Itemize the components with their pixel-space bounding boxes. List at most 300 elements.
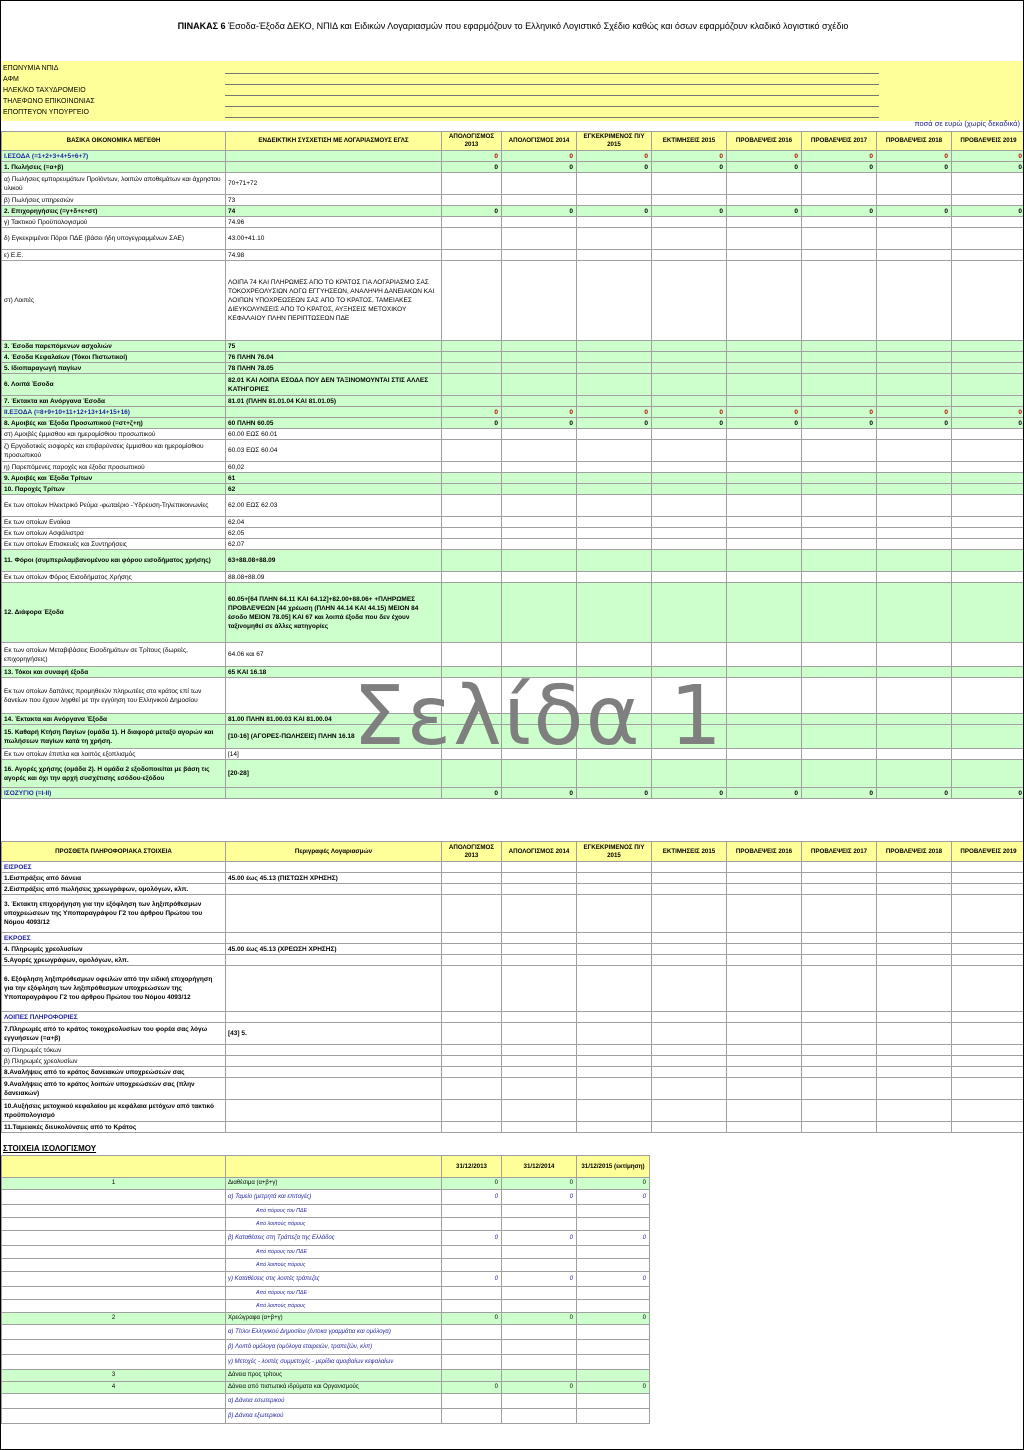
value-cell[interactable]: [502, 484, 577, 495]
value-cell[interactable]: [802, 495, 877, 517]
value-cell[interactable]: [952, 714, 1024, 725]
value-cell[interactable]: [577, 228, 652, 250]
value-cell[interactable]: [502, 1340, 577, 1355]
value-cell[interactable]: [577, 862, 652, 873]
value-cell[interactable]: [577, 462, 652, 473]
value-cell[interactable]: [577, 261, 652, 341]
value-cell[interactable]: [802, 539, 877, 550]
value-cell[interactable]: [727, 955, 802, 966]
value-cell[interactable]: [877, 895, 952, 933]
value-cell[interactable]: [802, 374, 877, 396]
value-cell[interactable]: [442, 1259, 502, 1272]
value-cell[interactable]: [652, 363, 727, 374]
value-cell[interactable]: 0: [652, 418, 727, 429]
value-cell[interactable]: [442, 1218, 502, 1231]
value-cell[interactable]: [952, 725, 1024, 749]
value-cell[interactable]: [802, 583, 877, 643]
value-cell[interactable]: 0: [652, 407, 727, 418]
value-cell[interactable]: [727, 462, 802, 473]
value-cell[interactable]: [952, 374, 1024, 396]
value-cell[interactable]: [877, 217, 952, 228]
value-cell[interactable]: [802, 1122, 877, 1133]
value-cell[interactable]: [652, 517, 727, 528]
value-cell[interactable]: [442, 1370, 502, 1382]
value-cell[interactable]: [502, 895, 577, 933]
value-cell[interactable]: [877, 261, 952, 341]
value-cell[interactable]: [577, 1370, 650, 1382]
value-cell[interactable]: [652, 1023, 727, 1045]
value-cell[interactable]: [952, 760, 1024, 788]
value-cell[interactable]: [727, 1056, 802, 1067]
value-cell[interactable]: [877, 1045, 952, 1056]
value-cell[interactable]: [652, 495, 727, 517]
value-cell[interactable]: [952, 1067, 1024, 1078]
value-cell[interactable]: 0: [952, 206, 1024, 217]
value-cell[interactable]: [577, 1045, 652, 1056]
value-cell[interactable]: [502, 1078, 577, 1100]
value-cell[interactable]: [952, 539, 1024, 550]
value-cell[interactable]: [877, 862, 952, 873]
value-cell[interactable]: [802, 528, 877, 539]
value-cell[interactable]: [727, 643, 802, 667]
value-cell[interactable]: [877, 374, 952, 396]
value-cell[interactable]: [502, 1056, 577, 1067]
value-cell[interactable]: [577, 363, 652, 374]
value-cell[interactable]: [877, 760, 952, 788]
value-cell[interactable]: [952, 429, 1024, 440]
value-cell[interactable]: [502, 884, 577, 895]
value-cell[interactable]: [502, 966, 577, 1012]
value-cell[interactable]: 0: [877, 151, 952, 162]
value-cell[interactable]: 0: [577, 1231, 650, 1246]
value-cell[interactable]: [727, 352, 802, 363]
value-cell[interactable]: [577, 714, 652, 725]
value-cell[interactable]: [577, 1078, 652, 1100]
value-cell[interactable]: [652, 1067, 727, 1078]
value-cell[interactable]: [502, 1409, 577, 1424]
value-cell[interactable]: [952, 667, 1024, 678]
value-cell[interactable]: [502, 955, 577, 966]
value-cell[interactable]: [727, 667, 802, 678]
value-cell[interactable]: [727, 440, 802, 462]
value-cell[interactable]: [442, 352, 502, 363]
value-cell[interactable]: 0: [442, 1231, 502, 1246]
value-cell[interactable]: [652, 862, 727, 873]
value-cell[interactable]: [952, 352, 1024, 363]
value-cell[interactable]: 0: [652, 151, 727, 162]
value-cell[interactable]: [727, 396, 802, 407]
value-cell[interactable]: [502, 678, 577, 714]
value-cell[interactable]: [727, 173, 802, 195]
value-cell[interactable]: [442, 862, 502, 873]
value-cell[interactable]: 0: [952, 788, 1024, 799]
value-cell[interactable]: [442, 484, 502, 495]
value-cell[interactable]: [577, 396, 652, 407]
value-cell[interactable]: [877, 195, 952, 206]
value-cell[interactable]: [652, 714, 727, 725]
value-cell[interactable]: [952, 966, 1024, 1012]
value-cell[interactable]: [442, 462, 502, 473]
value-cell[interactable]: 0: [877, 206, 952, 217]
value-cell[interactable]: [502, 341, 577, 352]
value-cell[interactable]: [442, 1300, 502, 1313]
value-cell[interactable]: 0: [502, 1382, 577, 1394]
value-cell[interactable]: [442, 884, 502, 895]
value-cell[interactable]: [802, 760, 877, 788]
value-cell[interactable]: [442, 1246, 502, 1259]
value-cell[interactable]: [877, 667, 952, 678]
value-cell[interactable]: [652, 895, 727, 933]
value-cell[interactable]: [877, 228, 952, 250]
value-cell[interactable]: [502, 873, 577, 884]
value-cell[interactable]: [442, 195, 502, 206]
value-cell[interactable]: [952, 173, 1024, 195]
value-cell[interactable]: [727, 1023, 802, 1045]
value-cell[interactable]: [802, 228, 877, 250]
value-cell[interactable]: [577, 429, 652, 440]
value-cell[interactable]: [502, 714, 577, 725]
value-cell[interactable]: 0: [577, 162, 652, 173]
value-cell[interactable]: [442, 341, 502, 352]
value-cell[interactable]: [802, 667, 877, 678]
value-cell[interactable]: [727, 250, 802, 261]
value-cell[interactable]: [502, 528, 577, 539]
value-cell[interactable]: 0: [502, 1272, 577, 1287]
value-cell[interactable]: [442, 955, 502, 966]
value-cell[interactable]: [502, 1394, 577, 1409]
value-cell[interactable]: [652, 429, 727, 440]
value-cell[interactable]: [442, 217, 502, 228]
value-cell[interactable]: 0: [577, 151, 652, 162]
value-cell[interactable]: [502, 725, 577, 749]
value-cell[interactable]: [442, 966, 502, 1012]
value-cell[interactable]: [442, 933, 502, 944]
value-cell[interactable]: [442, 495, 502, 517]
value-cell[interactable]: [502, 396, 577, 407]
value-cell[interactable]: 0: [727, 151, 802, 162]
value-cell[interactable]: [502, 1218, 577, 1231]
value-cell[interactable]: [577, 484, 652, 495]
value-cell[interactable]: 0: [577, 788, 652, 799]
value-cell[interactable]: [952, 261, 1024, 341]
value-cell[interactable]: [442, 749, 502, 760]
value-cell[interactable]: 0: [442, 407, 502, 418]
value-cell[interactable]: [802, 725, 877, 749]
value-cell[interactable]: [877, 1067, 952, 1078]
value-cell[interactable]: [727, 895, 802, 933]
value-cell[interactable]: [652, 250, 727, 261]
value-cell[interactable]: [577, 517, 652, 528]
value-cell[interactable]: 0: [502, 1178, 577, 1190]
value-cell[interactable]: 0: [652, 788, 727, 799]
value-cell[interactable]: 0: [442, 162, 502, 173]
value-cell[interactable]: [952, 1100, 1024, 1122]
value-cell[interactable]: [952, 572, 1024, 583]
value-cell[interactable]: [652, 1045, 727, 1056]
value-cell[interactable]: [652, 583, 727, 643]
value-cell[interactable]: 0: [577, 1313, 650, 1325]
value-cell[interactable]: 0: [727, 418, 802, 429]
value-cell[interactable]: [727, 725, 802, 749]
value-cell[interactable]: [952, 363, 1024, 374]
value-cell[interactable]: [727, 1100, 802, 1122]
value-cell[interactable]: [652, 352, 727, 363]
value-cell[interactable]: 0: [727, 162, 802, 173]
value-cell[interactable]: [577, 528, 652, 539]
value-cell[interactable]: 0: [652, 162, 727, 173]
value-cell[interactable]: [727, 1045, 802, 1056]
value-cell[interactable]: [652, 217, 727, 228]
value-cell[interactable]: 0: [802, 418, 877, 429]
value-cell[interactable]: [727, 933, 802, 944]
value-cell[interactable]: [652, 1100, 727, 1122]
value-cell[interactable]: [877, 484, 952, 495]
value-cell[interactable]: 0: [502, 162, 577, 173]
value-cell[interactable]: [652, 1012, 727, 1023]
value-cell[interactable]: [502, 550, 577, 572]
value-cell[interactable]: 0: [502, 1190, 577, 1205]
value-cell[interactable]: [442, 1409, 502, 1424]
value-cell[interactable]: [877, 955, 952, 966]
value-cell[interactable]: [952, 749, 1024, 760]
value-cell[interactable]: [442, 1100, 502, 1122]
value-cell[interactable]: [652, 873, 727, 884]
value-cell[interactable]: [442, 1394, 502, 1409]
value-cell[interactable]: [442, 228, 502, 250]
value-cell[interactable]: [877, 1122, 952, 1133]
value-cell[interactable]: [727, 228, 802, 250]
value-cell[interactable]: 0: [442, 788, 502, 799]
value-cell[interactable]: [952, 895, 1024, 933]
value-cell[interactable]: [802, 862, 877, 873]
value-cell[interactable]: [502, 1246, 577, 1259]
value-cell[interactable]: [652, 440, 727, 462]
value-cell[interactable]: [502, 572, 577, 583]
value-cell[interactable]: [442, 1023, 502, 1045]
value-cell[interactable]: [502, 1067, 577, 1078]
value-cell[interactable]: [802, 217, 877, 228]
value-cell[interactable]: [652, 228, 727, 250]
value-cell[interactable]: [952, 1056, 1024, 1067]
value-cell[interactable]: [877, 1023, 952, 1045]
value-cell[interactable]: [502, 1122, 577, 1133]
value-cell[interactable]: [727, 517, 802, 528]
value-cell[interactable]: 0: [727, 788, 802, 799]
value-cell[interactable]: [652, 933, 727, 944]
value-cell[interactable]: [877, 250, 952, 261]
value-cell[interactable]: [952, 583, 1024, 643]
value-cell[interactable]: [577, 884, 652, 895]
value-cell[interactable]: 0: [577, 1190, 650, 1205]
value-cell[interactable]: [652, 195, 727, 206]
value-cell[interactable]: [577, 217, 652, 228]
value-cell[interactable]: [652, 725, 727, 749]
value-cell[interactable]: [727, 1067, 802, 1078]
value-cell[interactable]: [727, 495, 802, 517]
value-cell[interactable]: [727, 583, 802, 643]
value-cell[interactable]: [652, 173, 727, 195]
value-cell[interactable]: [952, 1045, 1024, 1056]
value-cell[interactable]: [502, 539, 577, 550]
value-cell[interactable]: [802, 473, 877, 484]
value-cell[interactable]: [652, 473, 727, 484]
value-cell[interactable]: [442, 374, 502, 396]
value-cell[interactable]: [577, 760, 652, 788]
value-cell[interactable]: [502, 1325, 577, 1340]
value-cell[interactable]: 0: [442, 1178, 502, 1190]
value-cell[interactable]: 0: [877, 418, 952, 429]
value-cell[interactable]: [442, 725, 502, 749]
value-cell[interactable]: [442, 1355, 502, 1370]
value-cell[interactable]: [442, 261, 502, 341]
value-cell[interactable]: [442, 1056, 502, 1067]
value-cell[interactable]: [502, 1045, 577, 1056]
value-cell[interactable]: [802, 933, 877, 944]
value-cell[interactable]: 0: [952, 418, 1024, 429]
value-cell[interactable]: [652, 643, 727, 667]
value-cell[interactable]: [877, 714, 952, 725]
value-cell[interactable]: [727, 749, 802, 760]
value-cell[interactable]: [802, 749, 877, 760]
value-cell[interactable]: [442, 1340, 502, 1355]
value-cell[interactable]: 0: [877, 788, 952, 799]
value-cell[interactable]: [802, 944, 877, 955]
value-cell[interactable]: 0: [877, 162, 952, 173]
value-cell[interactable]: [727, 873, 802, 884]
value-cell[interactable]: [442, 363, 502, 374]
value-cell[interactable]: [502, 363, 577, 374]
value-cell[interactable]: [727, 528, 802, 539]
value-cell[interactable]: [652, 462, 727, 473]
value-cell[interactable]: [442, 550, 502, 572]
value-cell[interactable]: [502, 760, 577, 788]
value-cell[interactable]: [652, 760, 727, 788]
value-cell[interactable]: [577, 195, 652, 206]
value-cell[interactable]: [952, 396, 1024, 407]
value-cell[interactable]: [442, 1287, 502, 1300]
value-cell[interactable]: 0: [442, 1382, 502, 1394]
value-cell[interactable]: [652, 550, 727, 572]
value-cell[interactable]: [727, 1078, 802, 1100]
value-cell[interactable]: [877, 462, 952, 473]
value-cell[interactable]: [727, 550, 802, 572]
value-cell[interactable]: 0: [952, 407, 1024, 418]
value-cell[interactable]: [442, 396, 502, 407]
value-cell[interactable]: [502, 352, 577, 363]
value-cell[interactable]: [577, 1067, 652, 1078]
value-cell[interactable]: [802, 1023, 877, 1045]
value-cell[interactable]: [727, 217, 802, 228]
value-cell[interactable]: [952, 873, 1024, 884]
value-cell[interactable]: [577, 341, 652, 352]
value-cell[interactable]: [442, 1205, 502, 1218]
value-cell[interactable]: [577, 667, 652, 678]
value-cell[interactable]: [652, 374, 727, 396]
value-cell[interactable]: [442, 440, 502, 462]
value-cell[interactable]: 0: [652, 206, 727, 217]
value-cell[interactable]: [577, 966, 652, 1012]
value-cell[interactable]: [952, 955, 1024, 966]
value-cell[interactable]: [952, 1012, 1024, 1023]
value-cell[interactable]: [577, 572, 652, 583]
value-cell[interactable]: [727, 760, 802, 788]
value-cell[interactable]: [802, 195, 877, 206]
value-cell[interactable]: [577, 895, 652, 933]
value-cell[interactable]: [727, 884, 802, 895]
value-cell[interactable]: [952, 678, 1024, 714]
value-cell[interactable]: [727, 261, 802, 341]
id-field-input-line[interactable]: [225, 117, 879, 118]
value-cell[interactable]: [442, 873, 502, 884]
value-cell[interactable]: [877, 363, 952, 374]
value-cell[interactable]: [502, 1370, 577, 1382]
value-cell[interactable]: [877, 1078, 952, 1100]
value-cell[interactable]: [577, 1325, 650, 1340]
value-cell[interactable]: [442, 528, 502, 539]
value-cell[interactable]: [802, 261, 877, 341]
value-cell[interactable]: [877, 944, 952, 955]
value-cell[interactable]: [577, 1259, 650, 1272]
value-cell[interactable]: 0: [502, 151, 577, 162]
value-cell[interactable]: [802, 1078, 877, 1100]
value-cell[interactable]: [727, 341, 802, 352]
value-cell[interactable]: 0: [442, 1190, 502, 1205]
value-cell[interactable]: 0: [442, 206, 502, 217]
value-cell[interactable]: [577, 1218, 650, 1231]
value-cell[interactable]: [802, 572, 877, 583]
value-cell[interactable]: [502, 195, 577, 206]
value-cell[interactable]: [877, 749, 952, 760]
value-cell[interactable]: [802, 873, 877, 884]
value-cell[interactable]: [727, 374, 802, 396]
value-cell[interactable]: [502, 944, 577, 955]
value-cell[interactable]: [577, 173, 652, 195]
value-cell[interactable]: [502, 1023, 577, 1045]
value-cell[interactable]: [802, 352, 877, 363]
value-cell[interactable]: [877, 643, 952, 667]
value-cell[interactable]: [577, 583, 652, 643]
value-cell[interactable]: [802, 440, 877, 462]
value-cell[interactable]: [802, 341, 877, 352]
value-cell[interactable]: 0: [802, 407, 877, 418]
value-cell[interactable]: [802, 1056, 877, 1067]
value-cell[interactable]: 0: [442, 418, 502, 429]
value-cell[interactable]: [727, 429, 802, 440]
value-cell[interactable]: [952, 944, 1024, 955]
value-cell[interactable]: [442, 1012, 502, 1023]
value-cell[interactable]: 0: [502, 206, 577, 217]
value-cell[interactable]: [877, 1056, 952, 1067]
value-cell[interactable]: [952, 440, 1024, 462]
value-cell[interactable]: [502, 173, 577, 195]
value-cell[interactable]: [502, 374, 577, 396]
value-cell[interactable]: [502, 440, 577, 462]
value-cell[interactable]: [877, 873, 952, 884]
value-cell[interactable]: [952, 1078, 1024, 1100]
value-cell[interactable]: [652, 955, 727, 966]
value-cell[interactable]: [802, 714, 877, 725]
value-cell[interactable]: [952, 462, 1024, 473]
value-cell[interactable]: [652, 484, 727, 495]
value-cell[interactable]: [502, 1012, 577, 1023]
value-cell[interactable]: [877, 583, 952, 643]
value-cell[interactable]: [802, 550, 877, 572]
value-cell[interactable]: [802, 955, 877, 966]
value-cell[interactable]: [577, 1355, 650, 1370]
value-cell[interactable]: [802, 1067, 877, 1078]
value-cell[interactable]: [442, 714, 502, 725]
value-cell[interactable]: [502, 1205, 577, 1218]
